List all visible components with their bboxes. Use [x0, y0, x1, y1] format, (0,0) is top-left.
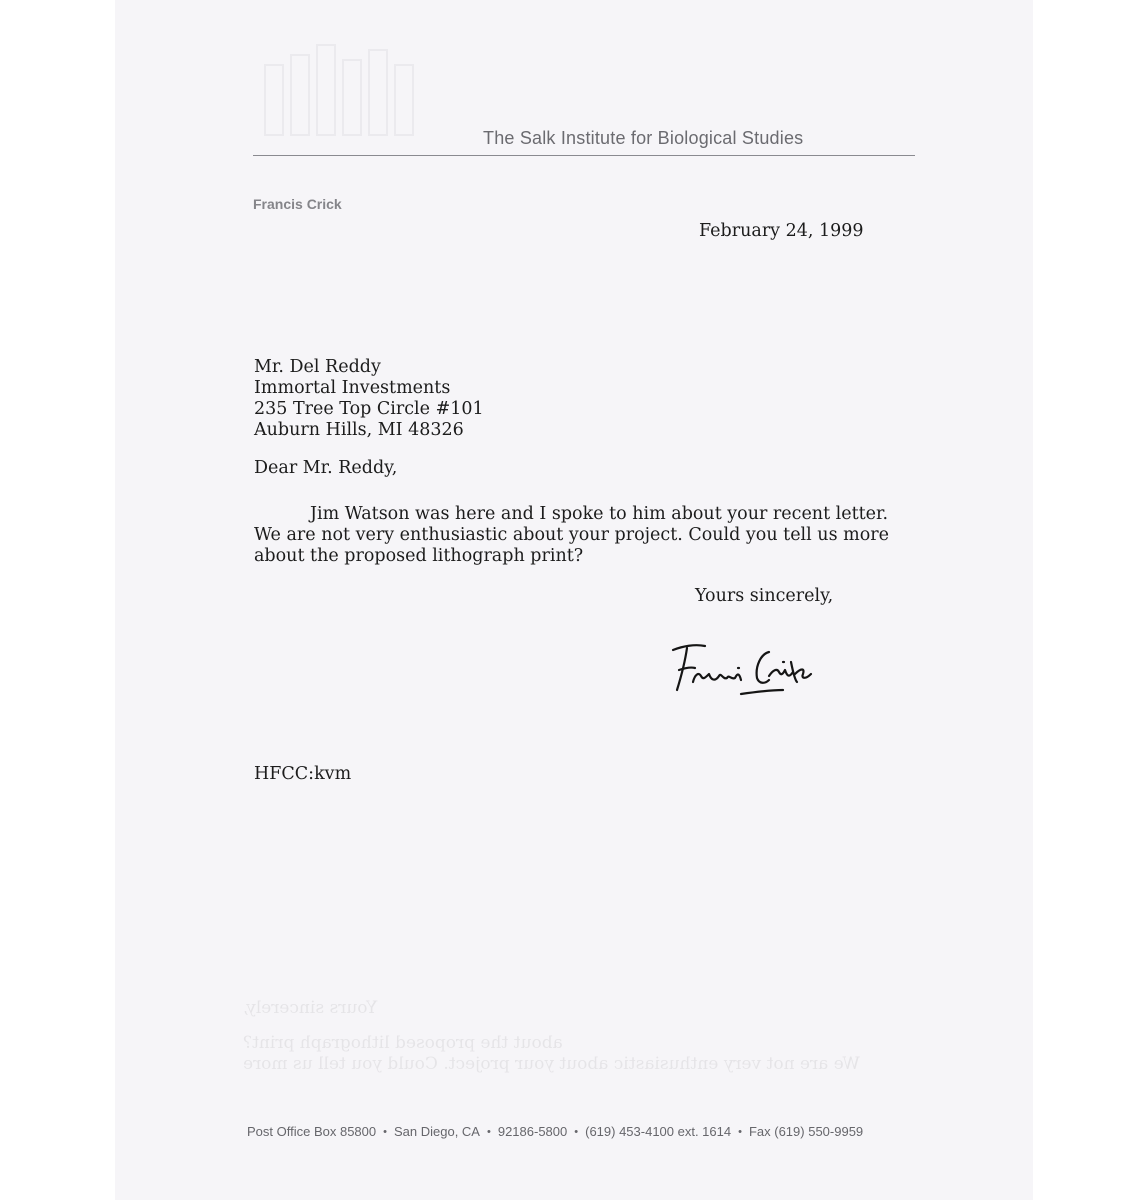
bleed-closing: Yours sincerely, — [243, 998, 378, 1018]
recipient-street: 235 Tree Top Circle #101 — [254, 399, 484, 419]
salk-logo-emboss-icon — [255, 35, 425, 145]
reference-initials: HFCC:kvm — [254, 764, 352, 784]
letterhead-footer — [247, 1124, 863, 1139]
bleed-line: about the proposed lithograph print? — [243, 1033, 563, 1053]
body-line: about the proposed lithograph print? — [254, 546, 584, 566]
body-line: Jim Watson was here and I spoke to him about your recent letter. — [310, 504, 889, 524]
letter-page — [115, 0, 1033, 1200]
recipient-address — [254, 357, 484, 441]
salutation: Dear Mr. Reddy, — [254, 458, 398, 478]
recipient-city: Auburn Hills, MI 48326 — [254, 420, 464, 440]
body-line: We are not very enthusiastic about your project. Could you tell us more — [254, 525, 889, 545]
footer-po-box: Post Office Box 85800 — [247, 1124, 377, 1139]
footer-fax: Fax (619) 550-9959 — [748, 1124, 864, 1139]
institution-name: The Salk Institute for Biological Studies — [483, 128, 804, 148]
signature-icon — [665, 632, 825, 712]
footer-city: San Diego, CA — [393, 1124, 480, 1139]
footer-separator: • — [486, 1126, 491, 1138]
footer-separator: • — [574, 1126, 579, 1138]
closing: Yours sincerely, — [695, 586, 834, 606]
recipient-company: Immortal Investments — [254, 378, 451, 398]
footer-zip: 92186-5800 — [497, 1124, 568, 1139]
letterhead-divider — [253, 155, 915, 156]
recipient-name: Mr. Del Reddy — [254, 357, 381, 377]
letter-body — [254, 504, 894, 567]
bleed-line: We are not very enthusiastic about your project. Could you tell us more — [243, 1054, 860, 1074]
sender-name: Francis Crick — [253, 196, 342, 212]
footer-separator: • — [738, 1126, 742, 1138]
footer-phone: (619) 453-4100 ext. 1614 — [585, 1124, 732, 1139]
letter-date: February 24, 1999 — [699, 221, 864, 241]
reverse-side-bleed — [243, 998, 883, 1075]
footer-separator: • — [383, 1126, 387, 1138]
